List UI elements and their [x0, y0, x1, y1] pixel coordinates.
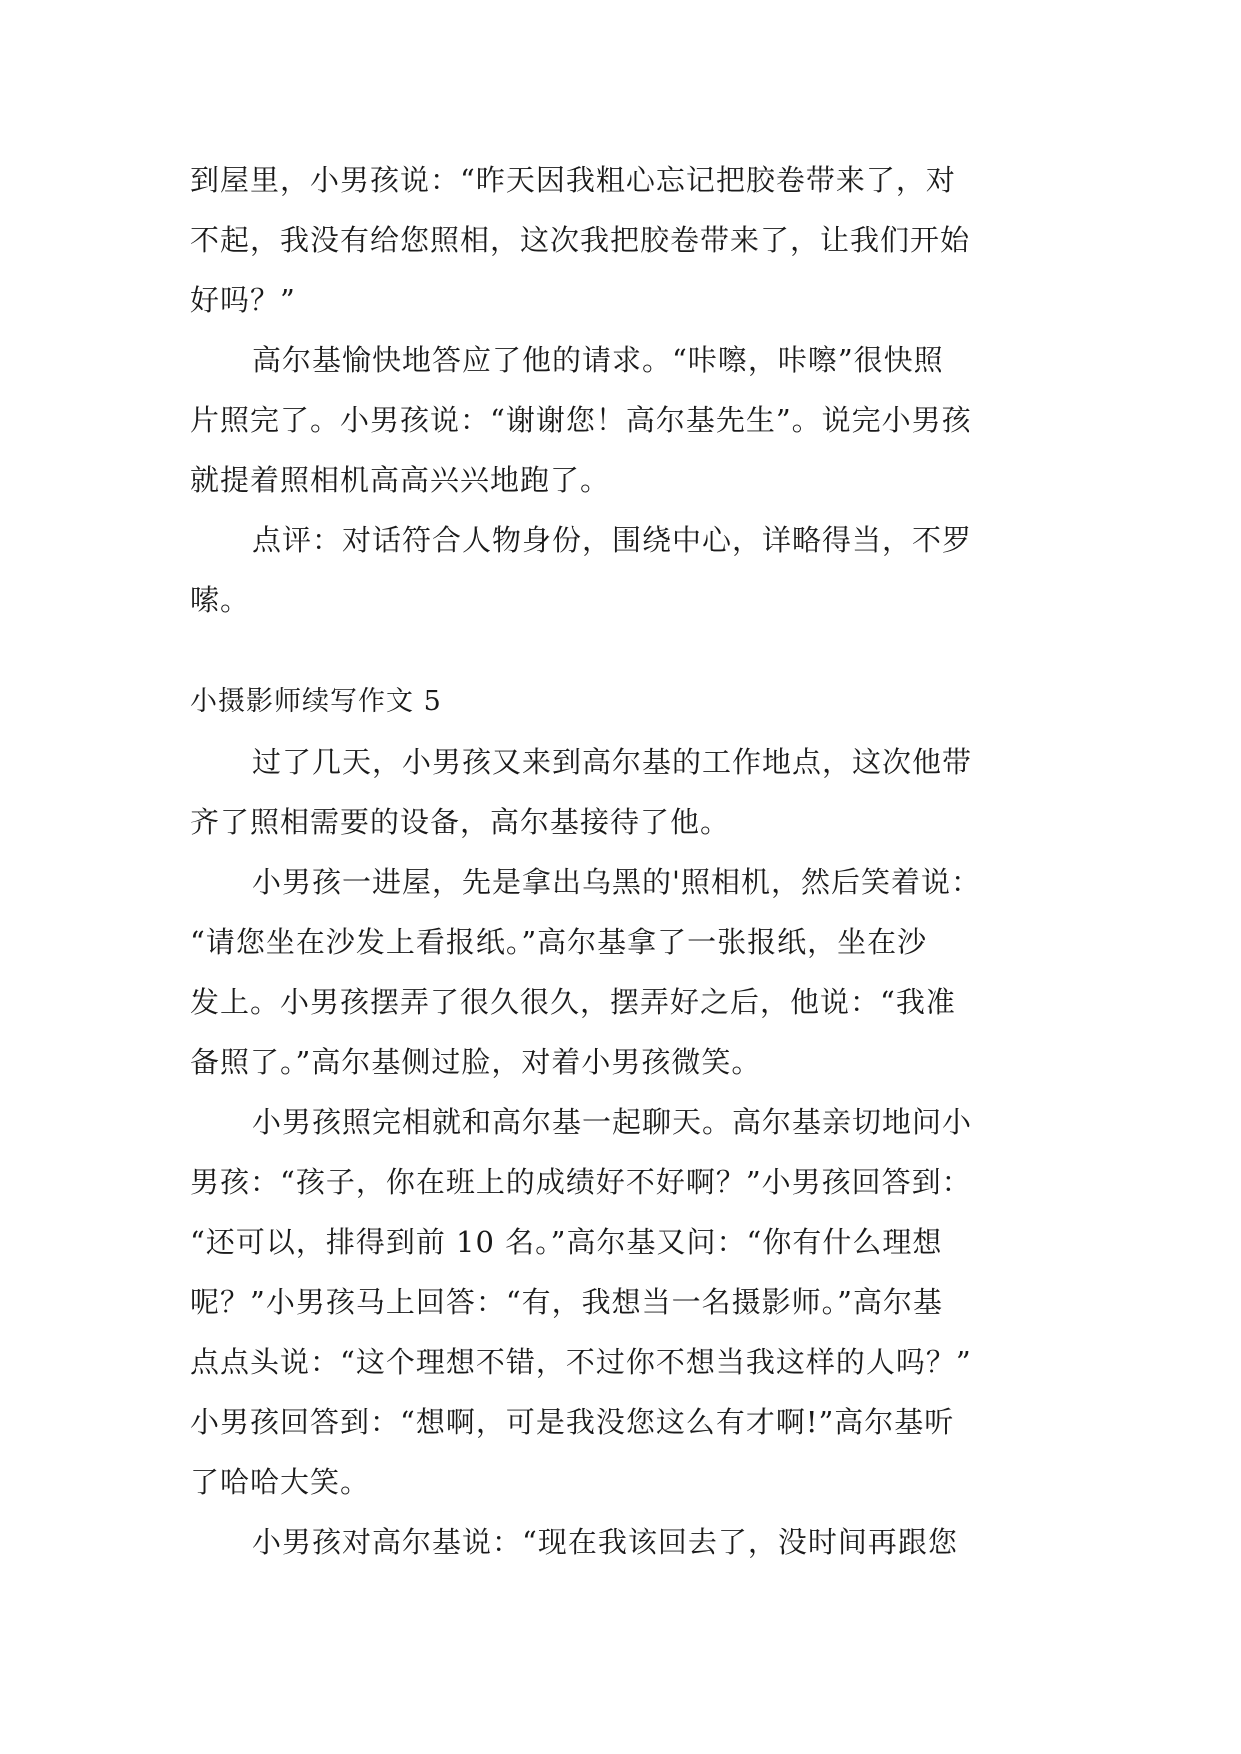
text-line: 好吗？” — [190, 283, 296, 317]
text-line: 了哈哈大笑。 — [190, 1465, 371, 1499]
text-line: 片照完了。小男孩说：“谢谢您！高尔基先生”。说完小男孩 — [190, 403, 972, 437]
text-line: 备照了。”高尔基侧过脸，对着小男孩微笑。 — [190, 1045, 762, 1079]
text-line: 小男孩回答到：“想啊，可是我没您这么有才啊!”高尔基听 — [190, 1405, 955, 1439]
text-line: 不起，我没有给您照相，这次我把胶卷带来了，让我们开始 — [190, 223, 971, 257]
paragraph-first-line: 高尔基愉快地答应了他的请求。“咔嚓，咔嚓”很快照 — [252, 343, 944, 377]
paragraph-first-line: 小男孩照完相就和高尔基一起聊天。高尔基亲切地问小 — [252, 1105, 973, 1139]
paragraph-first-line: 小男孩一进屋，先是拿出乌黑的'照相机，然后笑着说： — [252, 865, 981, 899]
paragraph-first-line: 点评：对话符合人物身份，围绕中心，详略得当，不罗 — [252, 523, 973, 557]
text-line: 男孩：“孩子，你在班上的成绩好不好啊？”小男孩回答到： — [190, 1165, 972, 1199]
text-line: 发上。小男孩摆弄了很久很久，摆弄好之后，他说：“我准 — [190, 985, 956, 1019]
text-line: “请您坐在沙发上看报纸。”高尔基拿了一张报纸，坐在沙 — [190, 925, 928, 959]
section-heading: 小摄影师续写作文 5 — [190, 686, 442, 717]
text-line: 嗦。 — [190, 583, 251, 617]
text-line: 齐了照相需要的设备，高尔基接待了他。 — [190, 805, 731, 839]
paragraph-first-line: 过了几天，小男孩又来到高尔基的工作地点，这次他带 — [252, 745, 973, 779]
text-line: 到屋里，小男孩说：“昨天因我粗心忘记把胶卷带来了，对 — [190, 163, 956, 197]
text-line: 就提着照相机高高兴兴地跑了。 — [190, 463, 611, 497]
text-line: 呢？”小男孩马上回答：“有，我想当一名摄影师。”高尔基 — [190, 1285, 943, 1319]
text-line: 点点头说：“这个理想不错，不过你不想当我这样的人吗？” — [190, 1345, 972, 1379]
text-line: “还可以，排得到前 10 名。”高尔基又问：“你有什么理想 — [190, 1225, 943, 1259]
paragraph-first-line: 小男孩对高尔基说：“现在我该回去了，没时间再跟您 — [252, 1525, 958, 1559]
